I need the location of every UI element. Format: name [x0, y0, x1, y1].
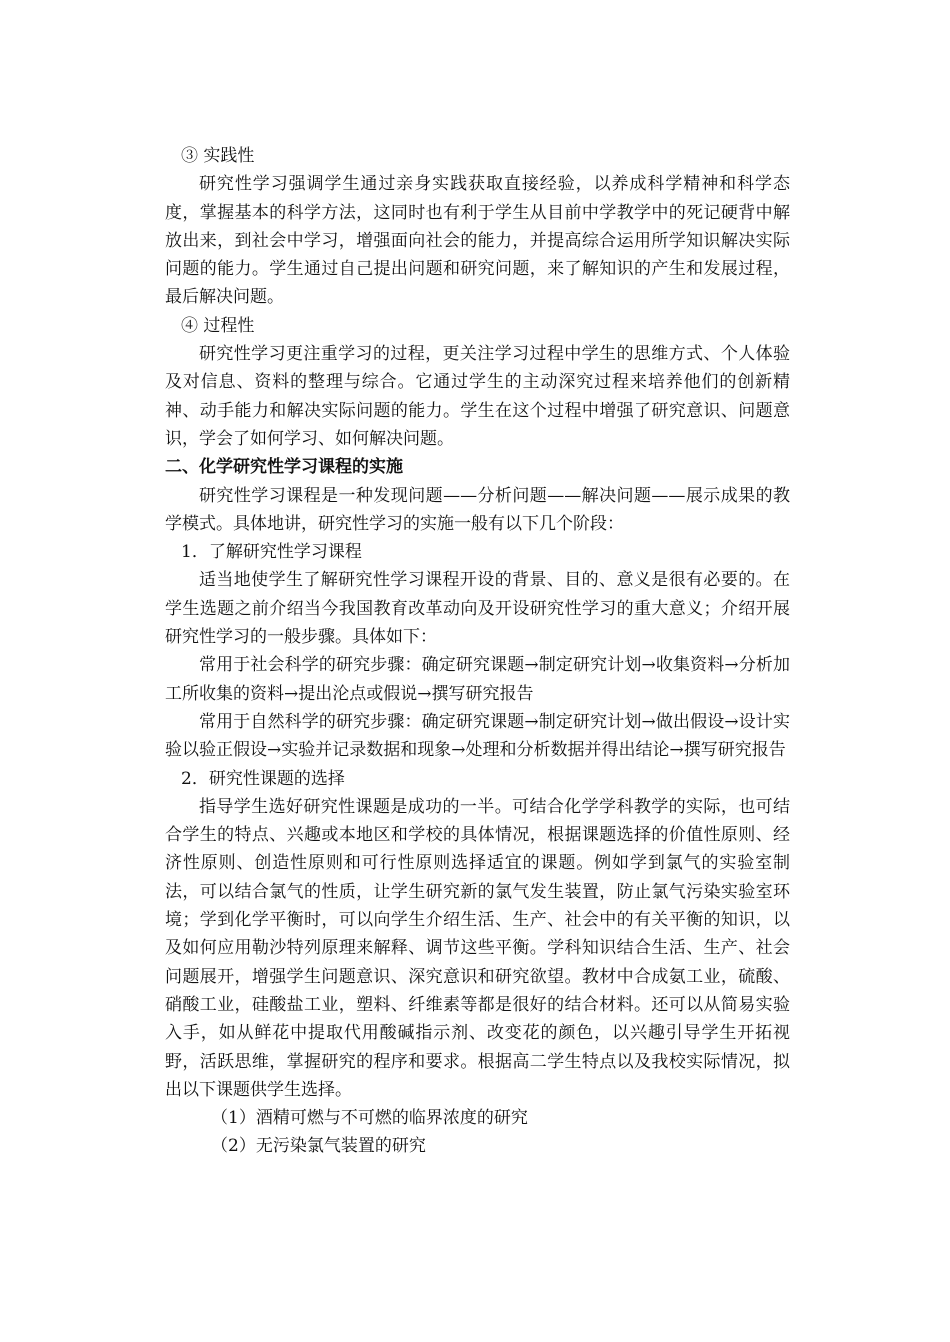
paragraph-understand-course: 适当地使学生了解研究性学习课程开设的背景、目的、意义是很有必要的。在学生选题之前介绍当今我国教育改革动向及开设研究性学习的重大意义；介绍开展研究性学习的一般步骤。具体如下：	[165, 570, 790, 648]
subsection-title-process: ④ 过程性	[181, 315, 255, 336]
paragraph-natural-science-steps: 常用于自然科学的研究步骤：确定研究课题→制定研究计划→做出假设→设计实验以验正假设→实验并记录数据和现象→处理和分析数据并得出结论→撰写研究报告	[165, 711, 790, 761]
topic-item-1: （1）酒精可燃与不可燃的临界浓度的研究	[211, 1108, 528, 1129]
paragraph-social-science-steps: 常用于社会科学的研究步骤：确定研究课题→制定研究计划→收集资料→分析加工所收集的资料→提出沦点或假说→撰写研究报告	[165, 655, 790, 704]
step-title-topic-selection: 2．研究性课题的选择	[181, 768, 345, 789]
step-title-understand-course: 1．了解研究性学习课程	[181, 542, 362, 563]
paragraph-process: 研究性学习更注重学习的过程，更关注学习过程中学生的思维方式、个人体验及对信息、资料的整理与综合。它通过学生的主动深究过程来培养他们的创新精神、动手能力和解决实际问题的能力。学生在这个过程中增强了研究意识、问题意识，学会了如何学习、如何解决问题。	[165, 344, 790, 449]
paragraph-implementation-intro: 研究性学习课程是一种发现问题——分析问题——解决问题——展示成果的教学模式。具体地讲，研究性学习的实施一般有以下几个阶段：	[165, 485, 790, 534]
section-heading-implementation: 二、化学研究性学习课程的实施	[165, 457, 403, 478]
paragraph-topic-selection: 指导学生选好研究性课题是成功的一半。可结合化学学科教学的实际，也可结合学生的特点、兴趣或本地区和学校的具体情况，根据课题选择的价值性原则、经济性原则、创造性原则和可行性原则选择适宜的课题。例如学到氯气的实验室制法，可以结合氯气的性质，让学生研究新的氯气发生装置，防止氯气污染实验室环境；学到化学平衡时，可以向学生介绍生活、生产、社会中的有关平衡的知识，以及如何应用勒沙特列原理来解释、调节这些平衡。学科知识结合生活、生产、社会问题展开，增强学生问题意识、深究意识和研究欲望。教材中合成氨工业，硫酸、硝酸工业，硅酸盐工业，塑料、纤维素等都是很好的结合材料。还可以从简易实验入手，如从鲜花中提取代用酸碱指示剂、改变花的颜色，以兴趣引导学生开拓视野，活跃思维，掌握研究的程序和要求。根据高二学生特点以及我校实际情况，拟出以下课题供学生选择。	[165, 796, 790, 1100]
topic-item-2: （2）无污染氯气装置的研究	[211, 1136, 426, 1157]
subsection-title-practicality: ③ 实践性	[181, 146, 255, 166]
paragraph-practicality: 研究性学习强调学生通过亲身实践获取直接经验，以养成科学精神和科学态度，掌握基本的科学方法，这同时也有利于学生从目前中学教学中的死记硬背中解放出来，到社会中学习，增强面向社会的能力，并提高综合运用所学知识解决实际问题的能力。学生通过自己提出问题和研究问题，来了解知识的产生和发展过程，最后解决问题。	[165, 174, 790, 308]
document-page	[165, 142, 790, 1161]
